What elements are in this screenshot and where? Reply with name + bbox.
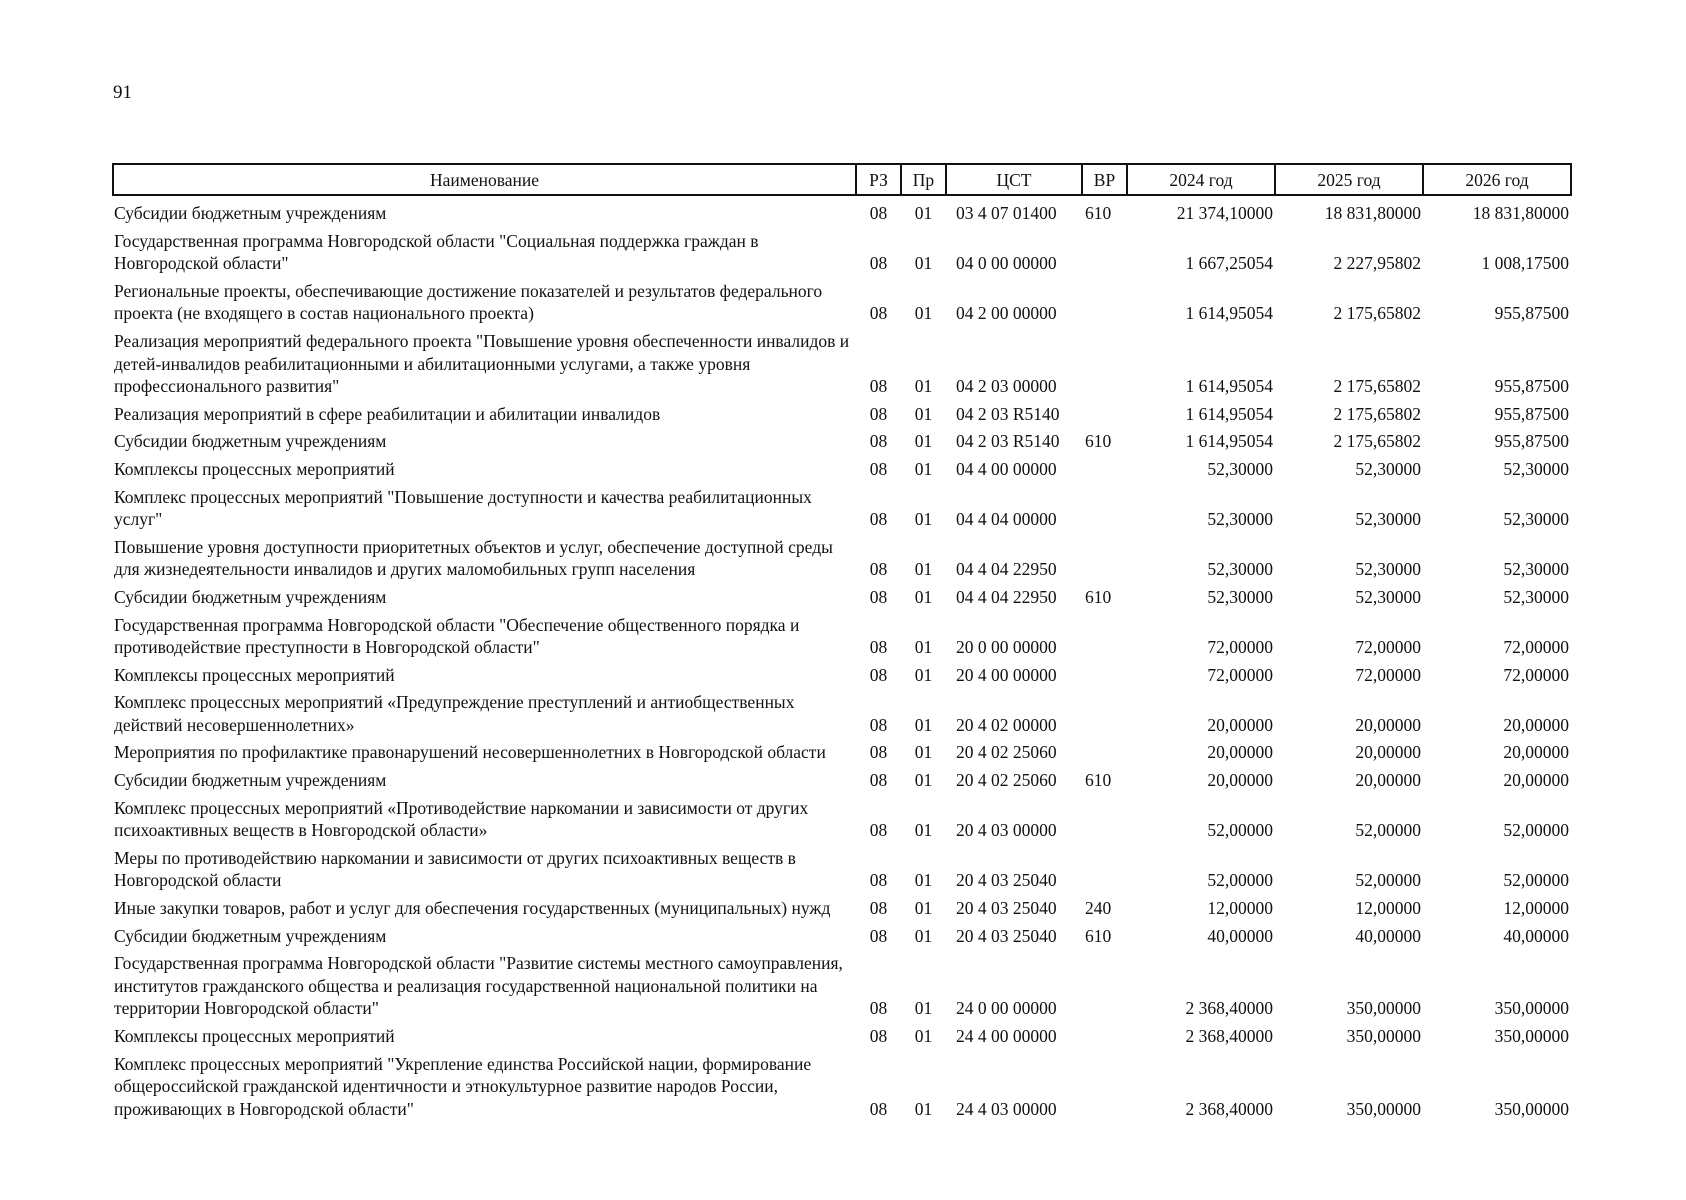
cell-cst: 04 4 04 22950: [956, 586, 1057, 607]
cell-name: Государственная программа Новгородской области "Обеспечение общественного порядка и противодействие преступности в Новгородской области": [114, 614, 800, 658]
cell-2024: 40,00000: [1207, 925, 1273, 946]
cell-name: Комплекс процессных мероприятий "Укрепление единства Российской нации, формирование общероссийской гражданской идентичности и этнокультурное развитие народов России, проживающих в Новгородской области": [114, 1053, 812, 1119]
cell-rz: 08: [869, 403, 888, 424]
cell-2026: 12,00000: [1503, 898, 1569, 919]
cell-rz: 08: [869, 1026, 888, 1046]
cell-2026: 350,00000: [1494, 1026, 1569, 1046]
cell-pr: 01: [914, 870, 933, 891]
cell-cst: 20 4 03 25040: [956, 925, 1057, 946]
cell-rz: 08: [869, 870, 888, 891]
cell-2024: 52,00000: [1207, 870, 1273, 891]
cell-vr: [1082, 453, 1127, 481]
header-2026: 2026 год: [1423, 164, 1571, 195]
header-vr: ВР: [1082, 164, 1127, 195]
table-row: [113, 609, 1571, 659]
cell-pr: 01: [914, 559, 933, 580]
cell-name: Субсидии бюджетным учреждениям: [114, 203, 387, 223]
cell-2024: 1 614,95054: [1185, 303, 1273, 324]
header-pr: Пр: [901, 164, 946, 195]
header-name: Наименование: [113, 164, 856, 195]
table-row: [113, 764, 1571, 792]
table-row: [113, 453, 1571, 481]
cell-2025: 2 227,95802: [1333, 253, 1421, 274]
cell-name: Государственная программа Новгородской области "Развитие системы местного самоуправления, институтов гражданского общества и реализация государственной национальной политики на территории Новгородской области": [114, 953, 843, 1019]
cell-name: Субсидии бюджетным учреждениям: [114, 770, 387, 791]
cell-name: Реализация мероприятий федерального проекта "Повышение уровня обеспеченности инвалидов и детей-инвалидов реабилитационными и абилитационными услугами, а также уровня профессионального развития": [114, 330, 850, 397]
header-2025: 2025 год: [1275, 164, 1423, 195]
cell-2026: 72,00000: [1503, 637, 1569, 658]
cell-2026: 20,00000: [1503, 742, 1569, 763]
cell-2025: 18 831,80000: [1324, 203, 1421, 223]
cell-2024: 52,30000: [1207, 559, 1273, 580]
cell-pr: 01: [914, 1098, 933, 1119]
cell-2024: 52,00000: [1207, 820, 1273, 841]
cell-vr: [1082, 325, 1127, 398]
cell-2024: 2 368,40000: [1185, 998, 1273, 1019]
cell-2024: 1 614,95054: [1185, 431, 1273, 452]
cell-pr: 01: [914, 509, 933, 530]
table-body: [113, 195, 1571, 1120]
cell-pr: 01: [914, 431, 933, 452]
cell-name: Субсидии бюджетным учреждениям: [114, 925, 387, 946]
cell-rz: 08: [869, 998, 888, 1019]
cell-2024: 2 368,40000: [1185, 1026, 1273, 1046]
cell-vr: 610: [1085, 203, 1112, 223]
cell-2025: 72,00000: [1355, 637, 1421, 658]
cell-pr: 01: [914, 925, 933, 946]
cell-2024: 21 374,10000: [1176, 203, 1273, 223]
table-row: [113, 581, 1571, 609]
cell-rz: 08: [869, 376, 888, 397]
cell-pr: 01: [914, 998, 933, 1019]
cell-rz: 08: [869, 458, 888, 479]
cell-2026: 52,30000: [1503, 458, 1569, 479]
cell-2025: 2 175,65802: [1333, 303, 1421, 324]
cell-2026: 350,00000: [1494, 998, 1569, 1019]
cell-cst: 20 4 00 00000: [956, 664, 1057, 685]
cell-vr: [1082, 947, 1127, 1020]
cell-name: Комплекс процессных мероприятий «Предупреждение преступлений и антиобщественных действий несовершеннолетних»: [114, 692, 795, 735]
cell-rz: 08: [869, 925, 888, 946]
cell-rz: 08: [869, 714, 888, 735]
cell-name: Субсидии бюджетным учреждениям: [114, 431, 387, 452]
cell-2024: 1 667,25054: [1185, 253, 1273, 274]
cell-cst: 24 4 00 00000: [956, 1026, 1057, 1046]
cell-name: Комплексы процессных мероприятий: [114, 1026, 395, 1046]
table-header: [113, 164, 1571, 195]
cell-pr: 01: [914, 898, 933, 919]
cell-name: Реализация мероприятий в сфере реабилитации и абилитации инвалидов: [114, 403, 661, 424]
cell-name: Комплексы процессных мероприятий: [114, 458, 395, 479]
cell-2026: 72,00000: [1503, 664, 1569, 685]
cell-2025: 72,00000: [1355, 664, 1421, 685]
cell-2026: 52,00000: [1503, 870, 1569, 891]
cell-2026: 955,87500: [1494, 376, 1569, 397]
cell-2024: 52,30000: [1207, 509, 1273, 530]
cell-2024: 52,30000: [1207, 586, 1273, 607]
cell-rz: 08: [869, 303, 888, 324]
cell-rz: 08: [869, 637, 888, 658]
cell-name: Комплекс процессных мероприятий "Повышение доступности и качества реабилитационных услуг": [114, 486, 812, 530]
cell-cst: 04 2 03 R5140: [956, 403, 1060, 424]
cell-2025: 350,00000: [1346, 1026, 1421, 1046]
cell-cst: 04 4 00 00000: [956, 458, 1057, 479]
cell-2026: 1 008,17500: [1481, 253, 1569, 274]
cell-vr: [1082, 481, 1127, 531]
cell-cst: 04 0 00 00000: [956, 253, 1057, 274]
cell-vr: 240: [1085, 898, 1112, 919]
cell-rz: 08: [869, 1098, 888, 1119]
cell-rz: 08: [869, 664, 888, 685]
cell-pr: 01: [914, 586, 933, 607]
cell-pr: 01: [914, 664, 933, 685]
cell-cst: 04 2 00 00000: [956, 303, 1057, 324]
cell-2025: 52,30000: [1355, 509, 1421, 530]
cell-vr: 610: [1085, 586, 1112, 607]
cell-2025: 52,30000: [1355, 458, 1421, 479]
cell-name: Субсидии бюджетным учреждениям: [114, 586, 387, 607]
cell-pr: 01: [914, 714, 933, 735]
cell-vr: [1082, 686, 1127, 736]
cell-2025: 20,00000: [1355, 742, 1421, 763]
cell-pr: 01: [914, 253, 933, 274]
cell-2026: 955,87500: [1494, 431, 1569, 452]
cell-2024: 1 614,95054: [1185, 403, 1273, 424]
cell-2024: 72,00000: [1207, 637, 1273, 658]
table-row: [113, 225, 1571, 275]
cell-2025: 52,00000: [1355, 870, 1421, 891]
cell-2026: 350,00000: [1494, 1098, 1569, 1119]
cell-name: Государственная программа Новгородской области "Социальная поддержка граждан в Новгородской области": [114, 230, 759, 274]
cell-2024: 72,00000: [1207, 664, 1273, 685]
cell-name: Региональные проекты, обеспечивающие достижение показателей и результатов федерального проекта (не входящего в состав национального проекта): [114, 280, 823, 324]
cell-name: Иные закупки товаров, работ и услуг для обеспечения государственных (муниципальных) нужд: [114, 898, 831, 919]
page-number: 91: [113, 82, 132, 103]
cell-cst: 20 4 03 25040: [956, 898, 1057, 919]
table-row: [113, 892, 1571, 920]
cell-2026: 52,30000: [1503, 586, 1569, 607]
cell-2025: 2 175,65802: [1333, 376, 1421, 397]
table-row: [113, 531, 1571, 581]
cell-vr: [1082, 1048, 1127, 1121]
cell-rz: 08: [869, 431, 888, 452]
cell-vr: [1082, 531, 1127, 581]
cell-vr: [1082, 225, 1127, 275]
cell-2026: 52,30000: [1503, 509, 1569, 530]
cell-pr: 01: [914, 303, 933, 324]
cell-vr: 610: [1085, 431, 1112, 452]
table-row: [113, 842, 1571, 892]
cell-rz: 08: [869, 203, 888, 223]
cell-rz: 08: [869, 770, 888, 791]
cell-2026: 52,30000: [1503, 559, 1569, 580]
cell-vr: [1082, 1020, 1127, 1048]
cell-cst: 20 4 03 00000: [956, 820, 1057, 841]
cell-2025: 52,00000: [1355, 820, 1421, 841]
table-row: [113, 398, 1571, 426]
cell-vr: [1082, 609, 1127, 659]
cell-2025: 2 175,65802: [1333, 403, 1421, 424]
cell-vr: [1082, 398, 1127, 426]
cell-2026: 52,00000: [1503, 820, 1569, 841]
cell-2026: 955,87500: [1494, 403, 1569, 424]
table-row: [113, 425, 1571, 453]
cell-vr: [1082, 792, 1127, 842]
cell-vr: [1082, 842, 1127, 892]
cell-cst: 04 2 03 00000: [956, 376, 1057, 397]
cell-rz: 08: [869, 586, 888, 607]
table-row: [113, 195, 1571, 225]
table-row: [113, 736, 1571, 764]
header-rz: РЗ: [856, 164, 901, 195]
cell-2025: 52,30000: [1355, 586, 1421, 607]
cell-rz: 08: [869, 253, 888, 274]
cell-pr: 01: [914, 458, 933, 479]
cell-2025: 40,00000: [1355, 925, 1421, 946]
cell-2025: 2 175,65802: [1333, 431, 1421, 452]
cell-2024: 20,00000: [1207, 714, 1273, 735]
cell-name: Комплексы процессных мероприятий: [114, 664, 395, 685]
cell-rz: 08: [869, 509, 888, 530]
cell-cst: 24 0 00 00000: [956, 998, 1057, 1019]
header-2024: 2024 год: [1127, 164, 1275, 195]
cell-pr: 01: [914, 376, 933, 397]
cell-cst: 20 0 00 00000: [956, 637, 1057, 658]
cell-vr: [1082, 736, 1127, 764]
cell-2024: 12,00000: [1207, 898, 1273, 919]
cell-2026: 20,00000: [1503, 770, 1569, 791]
cell-vr: 610: [1085, 770, 1112, 791]
cell-2024: 52,30000: [1207, 458, 1273, 479]
table-row: [113, 325, 1571, 398]
cell-vr: [1082, 275, 1127, 325]
cell-cst: 04 4 04 22950: [956, 559, 1057, 580]
cell-cst: 20 4 03 25040: [956, 870, 1057, 891]
cell-vr: 610: [1085, 925, 1112, 946]
table-row: [113, 1048, 1571, 1121]
cell-pr: 01: [914, 820, 933, 841]
cell-2024: 1 614,95054: [1185, 376, 1273, 397]
cell-pr: 01: [914, 637, 933, 658]
cell-cst: 20 4 02 25060: [956, 770, 1057, 791]
table-row: [113, 659, 1571, 687]
cell-rz: 08: [869, 559, 888, 580]
header-cst: ЦСТ: [946, 164, 1082, 195]
cell-rz: 08: [869, 820, 888, 841]
table-row: [113, 481, 1571, 531]
table-row: [113, 792, 1571, 842]
cell-name: Повышение уровня доступности приоритетных объектов и услуг, обеспечение доступной среды для жизнедеятельности инвалидов и других маломобильных групп населения: [114, 536, 833, 580]
cell-pr: 01: [914, 770, 933, 791]
cell-pr: 01: [914, 203, 933, 223]
cell-2024: 20,00000: [1207, 742, 1273, 763]
cell-2026: 955,87500: [1494, 303, 1569, 324]
table-row: [113, 947, 1571, 1020]
budget-table: [112, 163, 1572, 1120]
cell-cst: 03 4 07 01400: [956, 203, 1057, 223]
cell-2026: 40,00000: [1503, 925, 1569, 946]
cell-pr: 01: [914, 742, 933, 763]
cell-2025: 350,00000: [1346, 1098, 1421, 1119]
cell-2025: 350,00000: [1346, 998, 1421, 1019]
cell-name: Мероприятия по профилактике правонарушений несовершеннолетних в Новгородской области: [114, 742, 826, 763]
cell-cst: 24 4 03 00000: [956, 1098, 1057, 1119]
cell-cst: 04 4 04 00000: [956, 509, 1057, 530]
cell-2024: 20,00000: [1207, 770, 1273, 791]
cell-name: Комплекс процессных мероприятий «Противодействие наркомании и зависимости от других психоактивных веществ в Новгородской области»: [114, 797, 809, 841]
cell-cst: 04 2 03 R5140: [956, 431, 1060, 452]
cell-cst: 20 4 02 00000: [956, 714, 1057, 735]
cell-pr: 01: [914, 1026, 933, 1046]
cell-2025: 20,00000: [1355, 770, 1421, 791]
table-row: [113, 275, 1571, 325]
table-row: [113, 686, 1571, 736]
cell-2025: 20,00000: [1355, 714, 1421, 735]
header-row: [113, 164, 1571, 195]
cell-name: Меры по противодействию наркомании и зависимости от других психоактивных веществ в Новгородской области: [114, 847, 796, 891]
cell-2025: 52,30000: [1355, 559, 1421, 580]
cell-2026: 20,00000: [1503, 714, 1569, 735]
cell-pr: 01: [914, 403, 933, 424]
cell-rz: 08: [869, 898, 888, 919]
cell-vr: [1082, 659, 1127, 687]
cell-2024: 2 368,40000: [1185, 1098, 1273, 1119]
table-row: [113, 1020, 1571, 1048]
cell-2025: 12,00000: [1355, 898, 1421, 919]
table-row: [113, 920, 1571, 948]
cell-cst: 20 4 02 25060: [956, 742, 1057, 763]
cell-2026: 18 831,80000: [1472, 203, 1569, 223]
cell-rz: 08: [869, 742, 888, 763]
